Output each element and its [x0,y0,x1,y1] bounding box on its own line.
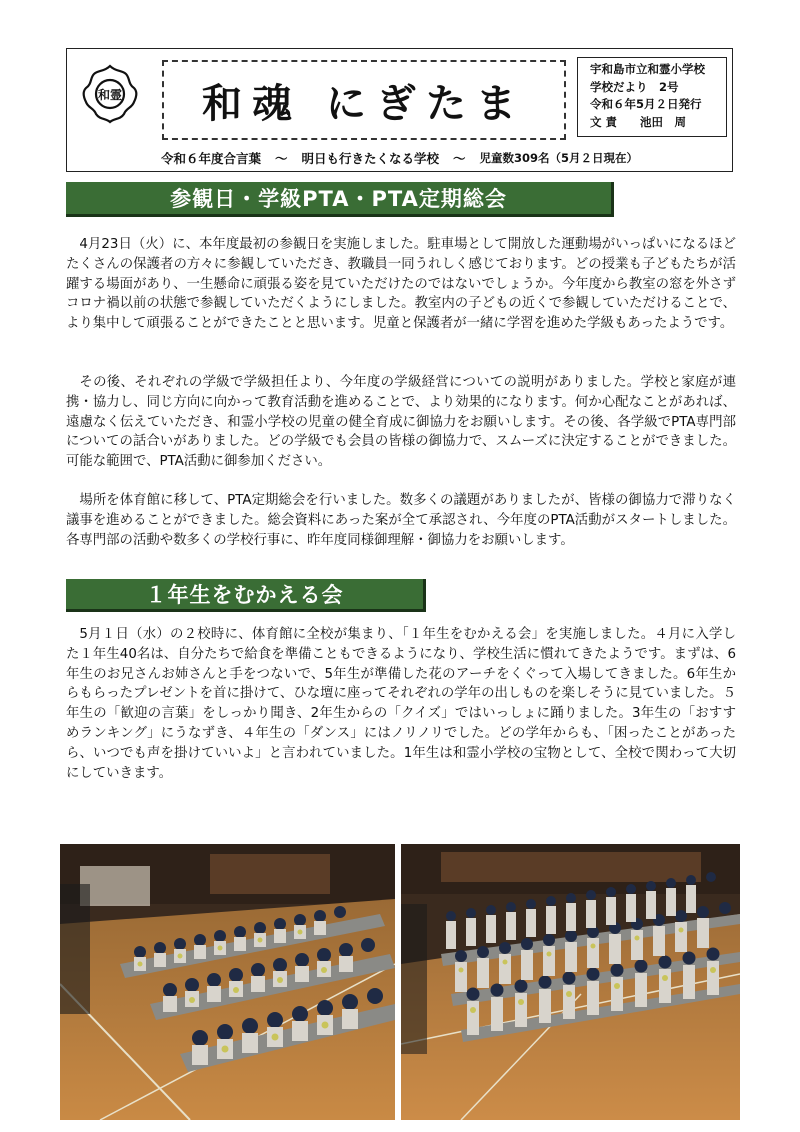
school-emblem-icon [78,62,142,126]
section-heading-visit-day: 参観日・学級PTA・PTA定期総会 [66,182,614,217]
motto-tilde-right: ～ [453,151,466,166]
gym-photo-right [401,844,740,1120]
paragraph-pta-meeting: 場所を体育館に移して、PTA定期総会を行いました。数多くの議題がありましたが、皆様の御協力で滞りなく議事を進めることができました。総会資料にあった案が全て承認され、今年度のPTA活動がスタートしました。各専門部の活動や数多くの学校行事に、昨年度同様御理解・御協力をお願いします。 [66,493,736,548]
svg-text:和霊: 和霊 [97,88,123,102]
student-count: 児童数309名（5月２日現在） [479,151,639,165]
school-name: 宇和島市立和霊小学校 [590,62,705,76]
paragraph-visit-day: 4月23日（火）に、本年度最初の参観日を実施しました。駐車場として開放した運動場がいっぱいになるほどたくさんの保護者の方々に参観していただき、教職員一同うれしく感じております。どの授業も子どもたちが活躍する場面があり、一生懸命に頑張る姿を見ていただけたのではないでしょうか。今年度から教室の窓を外さずコロナ禍以前の状態で参観していただくようにしました。教室内の子どもの近くで参観していただけることで、より集中して頑張ることができたことと思います。児童と保護者が一緒に学習を進めた学級もあったようです。 [66,237,736,332]
issue-number: 学校だより 2号 [590,79,679,94]
motto-text: 明日も行きたくなる学校 [301,151,439,166]
motto-tilde-left: ～ [274,151,288,166]
photo-students-seated [60,844,395,1120]
photo-students-standing [401,844,740,1120]
paragraph-class-pta: その後、それぞれの学級で学級担任より、今年度の学級経営についての説明がありました。学校と家庭が連携・協力し、同じ方向に向かって教育活動を進めることで、より効果的になります。何か心配なことがあれば、遠慮なく伝えていただき、和霊小学校の児童の健全育成に御協力をお願いします。その後、各学級でPTA専門部についての話合いがありました。どの学級でも会員の皆様の御協力で、スムーズに決定することができました。可能な範囲で、PTA活動に御参加ください。 [66,375,736,470]
section-heading-welcome-event: １年生をむかえる会 [66,579,426,612]
newsletter-title: 和魂 にぎたま [202,79,526,127]
author: 文 責 池田 周 [590,114,687,129]
motto-label: 令和６年度合言葉 [160,151,261,166]
motto-line [66,146,733,170]
issue-info [577,57,727,137]
paragraph-welcome-event: 5月１日（水）の２校時に、体育館に全校が集まり、「１年生をむかえる会」を実施しました。４月に入学した１年生40名は、自分たちで給食を準備こともできるようになり、学校生活に慣れてきたようです。まずは、6年生のお兄さんお姉さんと手をつないで、5年生が準備した花のアーチをくぐって入場してきました。6年生からもらったプレゼントを首に掛けて、ひな壇に座ってそれぞれの学年の出しものを楽しそうに見ていました。５年生の「歓迎の言葉」をしっかり聞き、2年生からの「クイズ」ではいっしょに踊りました。3年生の「おすすめランキング」にうなずき、４年生の「ダンス」にはノリノリでした。どの学年からも、「困ったことがあったら、いつでも声を掛けていいよ」と言われていました。1年生は和霊小学校の宝物として、全校で関わって大切にしていきます。 [66,627,736,781]
gym-photo-left [60,844,395,1120]
issue-date: 令和６年5月２日発行 [590,97,702,111]
